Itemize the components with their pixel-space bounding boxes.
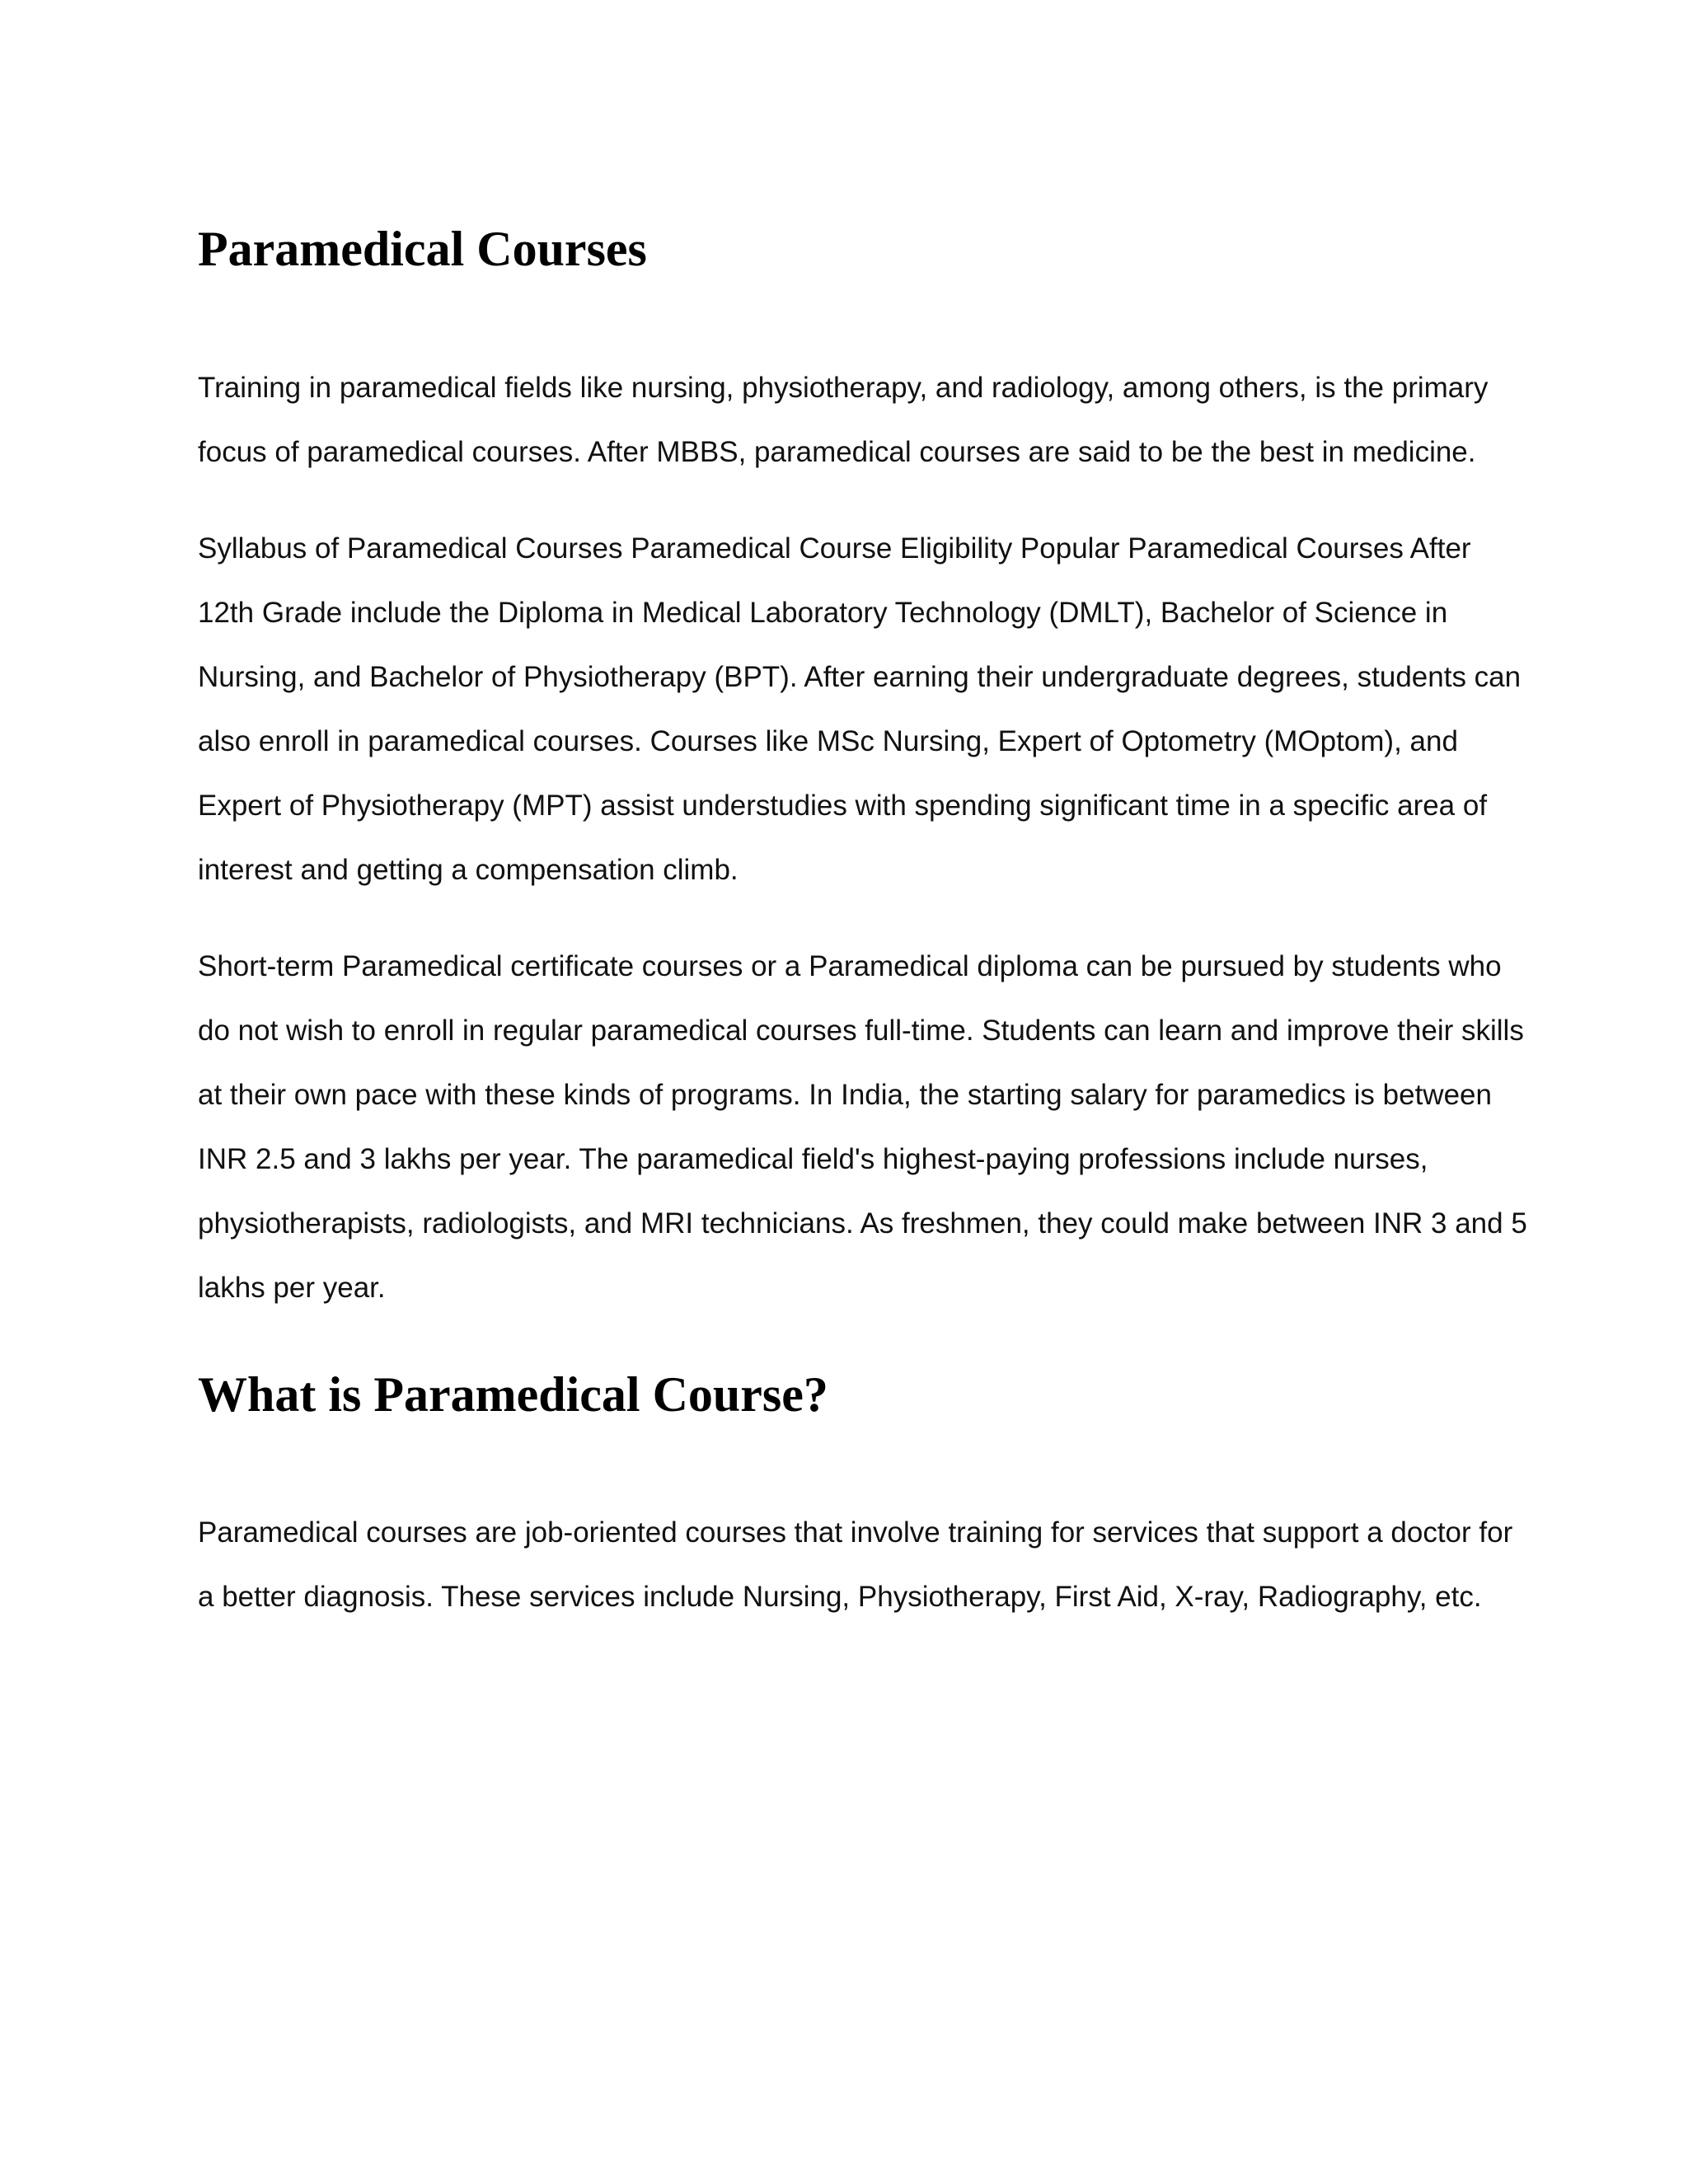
- short-term-paragraph: Short-term Paramedical certificate courses or a Paramedical diploma can be pursued by students who do not wish to enroll in regular paramedical courses full-time. Students can learn and improve their skills at their own pace with these kinds of programs. In India, the starting salary for paramedics is between INR 2.5 and 3 lakhs per year. The paramedical field's highest-paying professions include nurses, physiotherapists, radiologists, and MRI technicians. As freshmen, they could make between INR 3 and 5 lakhs per year.: [198, 950, 1527, 1304]
- definition-paragraph: Paramedical courses are job-oriented courses that involve training for services that support a doctor for a better diagnosis. These services include Nursing, Physiotherapy, First Aid, X-ray, Radiography, etc.: [198, 1516, 1513, 1613]
- section-heading: What is Paramedical Course?: [198, 1367, 828, 1422]
- intro-paragraph: Training in paramedical fields like nursing, physiotherapy, and radiology, among others, is the primary focus of paramedical courses. After MBBS, paramedical courses are said to be the best in medicine.: [198, 372, 1489, 468]
- syllabus-paragraph: Syllabus of Paramedical Courses Paramedical Course Eligibility Popular Paramedical Courses After 12th Grade include the Diploma in Medical Laboratory Technology (DMLT), Bachelor of Science in Nursing, and Bachelor of Physiotherapy (BPT). After earning their undergraduate degrees, students can also enroll in paramedical courses. Courses like MSc Nursing, Expert of Optometry (MOptom), and Expert of Physiotherapy (MPT) assist understudies with spending significant time in a specific area of interest and getting a compensation climb.: [198, 532, 1522, 886]
- page-title: Paramedical Courses: [198, 222, 647, 276]
